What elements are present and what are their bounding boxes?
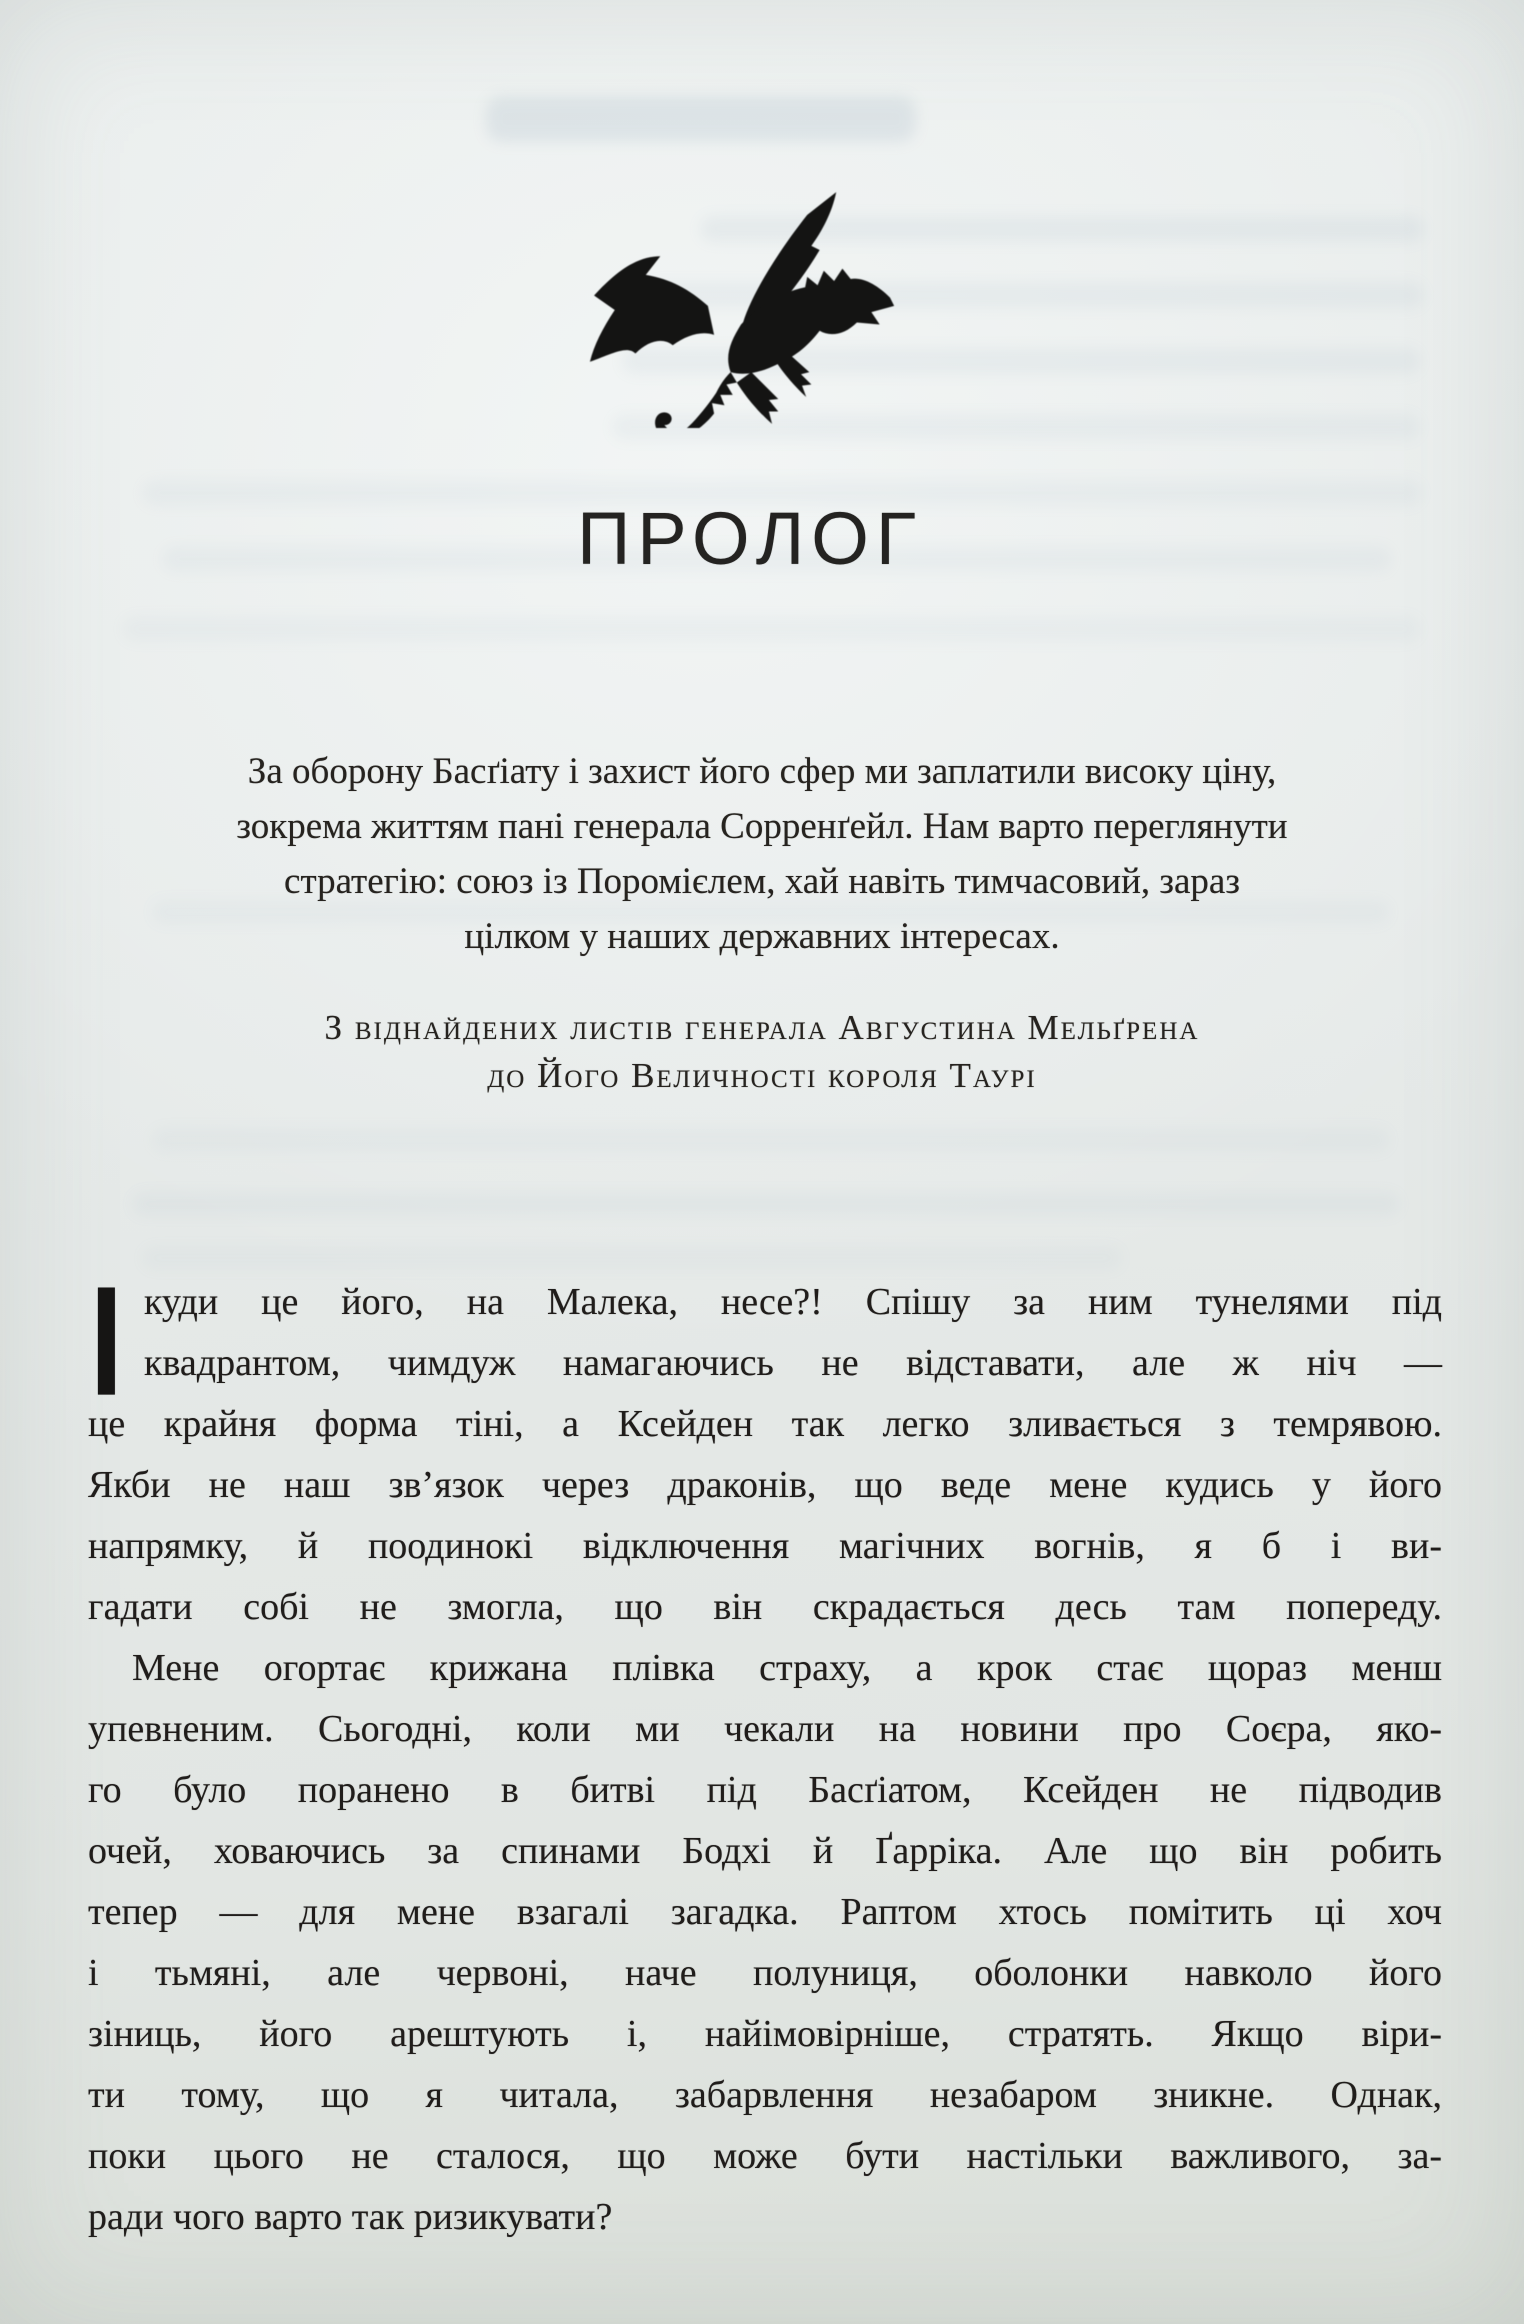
body-text	[88, 1254, 1442, 2248]
body-line: ради чого варто так ризикувати?	[88, 2196, 613, 2238]
bleed-through-artifact	[152, 1128, 1390, 1152]
body-line: Мене огортає крижана плівка страху, а крок стає щораз менш	[132, 1647, 1442, 1689]
body-line: гадати собі не змогла, що він скрадається десь там попереду.	[88, 1586, 1442, 1628]
body-line: упевненим. Сьогодні, коли ми чекали на новини про Соєра, яко-	[88, 1708, 1442, 1750]
chapter-heading: ПРОЛОГ	[577, 497, 923, 580]
body-line: і тьмяні, але червоні, наче полуниця, оболонки навколо його	[88, 1952, 1442, 1994]
body-line: Якби не наш зв’язок через драконів, що веде мене кудись у його	[88, 1464, 1442, 1506]
dragon-icon	[585, 190, 897, 428]
bleed-through-artifact	[132, 1192, 1400, 1216]
body-line: поки цього не сталося, що може бути настільки важливого, за-	[88, 2135, 1442, 2177]
body-line: куди це його, на Малека, несе?! Спішу за ним тунелями під	[144, 1281, 1442, 1323]
body-line: тепер — для мене взагалі загадка. Раптом хтось помітить ці хоч	[88, 1891, 1442, 1933]
epigraph-line: зокрема життям пані генерала Сорренґейл. Нам варто переглянути	[236, 806, 1288, 847]
body-line: го було поранено в битві під Басґіатом, Ксейден не підводив	[88, 1769, 1442, 1811]
epigraph-line: цілком у наших державних інтересах.	[464, 916, 1060, 957]
epigraph-attribution	[85, 1004, 1439, 1100]
body-line: очей, ховаючись за спинами Бодхі й Ґарріка. Але що він робить	[88, 1830, 1442, 1872]
bleed-through-artifact	[122, 616, 1420, 642]
body-line: ти тому, що я читала, забарвлення незабаром зникне. Однак,	[88, 2074, 1442, 2116]
body-line: квадрантом, чимдуж намагаючись не відставати, але ж ніч —	[144, 1342, 1442, 1384]
bleed-through-artifact	[142, 1246, 1122, 1270]
body-line: це крайня форма тіні, а Ксейден так легко зливається з темрявою.	[88, 1403, 1442, 1445]
attribution-line: до Його Величності короля Таурі	[487, 1056, 1037, 1095]
bleed-through-artifact	[486, 96, 916, 142]
epigraph	[85, 744, 1439, 964]
epigraph-line: стратегію: союз із Поромієлем, хай навіть тимчасовий, зараз	[284, 861, 1240, 902]
drop-cap: І	[90, 1254, 123, 1429]
body-line: зіниць, його арештують і, найімовірніше, стратять. Якщо віри-	[88, 2013, 1442, 2055]
body-line: напрямку, й поодинокі відключення магічних вогнів, я б і ви-	[88, 1525, 1442, 1567]
epigraph-line: За оборону Басґіату і захист його сфер ми заплатили високу ціну,	[247, 751, 1277, 792]
attribution-line: З віднайдених листів генерала Августина Мельґрена	[324, 1008, 1200, 1047]
